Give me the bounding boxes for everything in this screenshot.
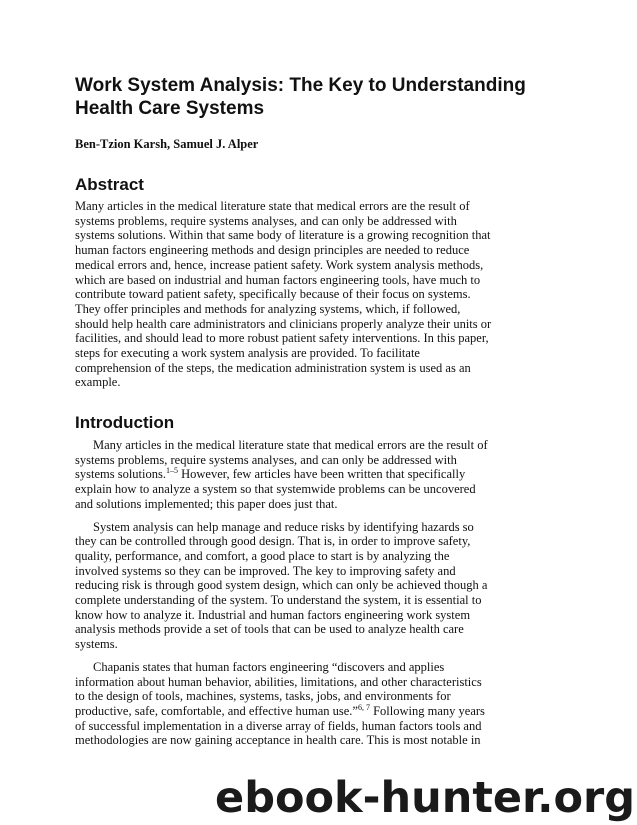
- author-list: Ben-Tzion Karsh, Samuel J. Alper: [75, 137, 259, 151]
- citation-superscript-2: 6, 7: [357, 702, 370, 712]
- intro-p3-text-b: Following many years of successful implementation in a diverse array of fields, human factors tools and methodologies are now gaining acceptance in health care. This is most notable in: [75, 703, 485, 748]
- citation-superscript-1: 1–5: [166, 466, 178, 476]
- intro-paragraph-2: System analysis can help manage and reduce risks by identifying hazards so they can be controlled through good design. That is, in order to improve safety, quality, performance, and comfort, a good place to start is by analyzing the involved systems so they can be improved. The key to improving safety and reducing risk is through good system design, which can only be achieved though a complete understanding of the system. To understand the system, it is essential to know how to analyze it. Industrial and human factors engineering work system analysis methods provide a set of tools that can be used to analyze health care systems.: [75, 519, 488, 652]
- intro-paragraph-3: [75, 660, 493, 748]
- abstract-text: Many articles in the medical literature state that medical errors are the result of systems problems, require systems analyses, and can only be addressed with systems solutions. Within that same body of literature is a growing recognition that human factors engineering methods and design principles are needed to reduce medical errors and, hence, increase patient safety. Work system analysis methods, which are based on industrial and human factors engineering tools, have much to contribute toward patient safety, specifically because of their focus on systems. They offer principles and methods for analyzing systems, which, if followed, should help health care administrators and clinicians properly analyze their units or facilities, and should lead to more robust patient safety interventions. In this paper, steps for executing a work system analysis are provided. To facilitate comprehension of the steps, the medication administration system is used as an example.: [75, 199, 492, 390]
- intro-p1-text-a: Many articles in the medical literature state that medical errors are the result of systems problems, require systems analyses, and can only be addressed with systems solutions.: [75, 438, 488, 482]
- abstract-heading: Abstract: [75, 175, 144, 194]
- intro-p1-text-b: However, few articles have been written that specifically explain how to analyze a system so that systemwide problems can be uncovered and solutions implemented; this paper does just that.: [75, 467, 476, 511]
- watermark: ebook-hunter.org: [215, 773, 635, 823]
- intro-p3-text-a: Chapanis states that human factors engineering “discovers and applies information about human behavior, abilities, limitations, and other characteristics to the design of tools, machines, systems, tasks, jobs, and environments for productive, safe, comfortable, and effective human use.”: [75, 659, 482, 718]
- introduction-body: [75, 438, 493, 756]
- intro-paragraph-1: [75, 438, 493, 512]
- paper-title: Work System Analysis: The Key to Understanding Health Care Systems: [75, 75, 526, 119]
- introduction-heading: Introduction: [75, 413, 175, 432]
